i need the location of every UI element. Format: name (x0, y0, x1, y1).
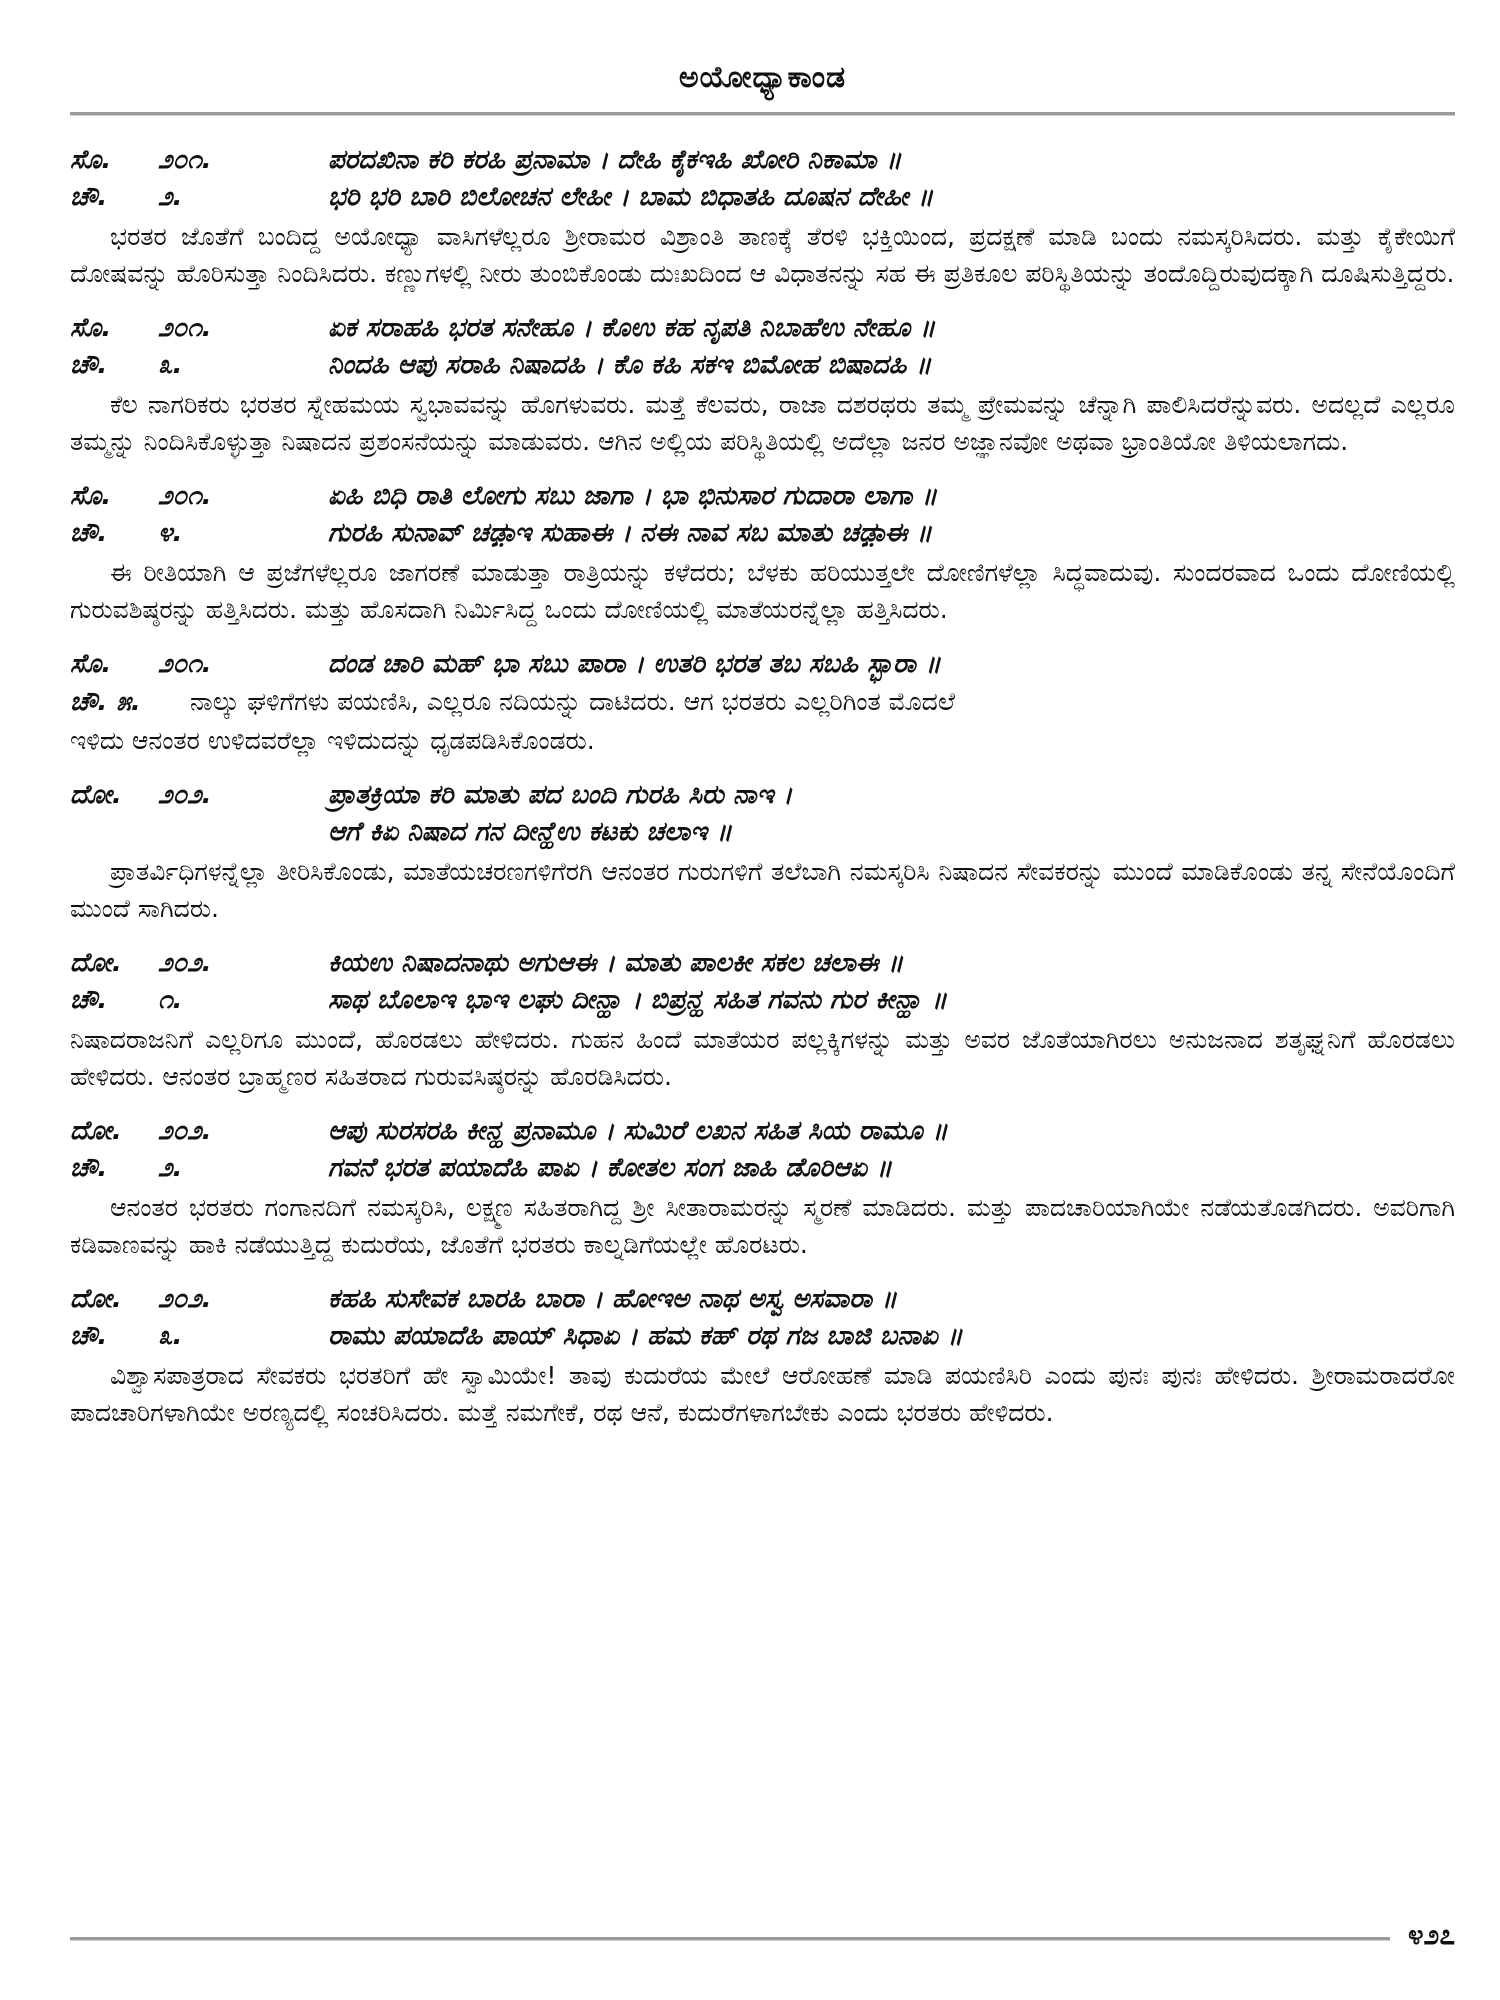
verse-line (70, 1281, 1455, 1318)
prose-paragraph: ಈ ರೀತಿಯಾಗಿ ಆ ಪ್ರಜೆಗಳೆಲ್ಲರೂ ಜಾಗರಣೆ ಮಾಡುತ್ತಾ ರಾತ್ರಿಯನ್ನು ಕಳೆದರು; ಬೆಳಕು ಹರಿಯುತ್ತಲೇ ದೋಣಿಗಳೆಲ್ಲಾ ಸಿದ್ಧವಾದುವು. ಸುಂದರವಾದ ಒಂದು ದೋಣಿಯಲ್ಲಿ ಗುರುವಶಿಷ್ಠರನ್ನು ಹತ್ತಿಸಿದರು. ಮತ್ತು ಹೊಸದಾಗಿ ನಿರ್ಮಿಸಿದ್ದ ಒಂದು ದೋಣಿಯಲ್ಲಿ ಮಾತೆಯರನ್ನೆಲ್ಲಾ ಹತ್ತಿಸಿದರು. (70, 558, 1455, 624)
verse-line (70, 1318, 1455, 1355)
verse-line (70, 310, 1455, 347)
verse-label: ಚೌ. ೫. (70, 687, 141, 717)
verse-text: ಏಹಿ ಬಿಧಿ ರಾತಿ ಲೋಗು ಸಬು ಜಾಗಾ । ಭಾ ಭಿನುಸಾರ ಗುದಾರಾ ಲಾಗಾ ॥ (328, 481, 938, 511)
verse-block (70, 478, 1455, 628)
prose-paragraph: ಆನಂತರ ಭರತರು ಗಂಗಾನದಿಗೆ ನಮಸ್ಕರಿಸಿ, ಲಕ್ಷ್ಮಣ ಸಹಿತರಾಗಿದ್ದ ಶ್ರೀ ಸೀತಾರಾಮರನ್ನು ಸ್ಮರಣೆ ಮಾಡಿದರು. ಮತ್ತು ಪಾದಚಾರಿಯಾಗಿಯೇ ನಡೆಯತೊಡಗಿದರು. ಅವರಿಗಾಗಿ ಕಡಿವಾಣವನ್ನು ಹಾಕಿ ನಡೆಯುತ್ತಿದ್ದ ಕುದುರೆಯ, ಜೊತೆಗೆ ಭರತರು ಕಾಲ್ನಡಿಗೆಯಲ್ಲೇ ಹೊರಟರು. (70, 1193, 1455, 1259)
verse-block (70, 646, 1455, 759)
verse-number: ೩. (158, 350, 183, 380)
page (70, 30, 1455, 1980)
verse-text: ಏಕ ಸರಾಹಹಿ ಭರತ ಸನೇಹೂ । ಕೊಉ ಕಹ ನೃಪತಿ ನಿಬಾಹೆಉ ನೇಹೂ ॥ (328, 313, 936, 343)
verse-line (70, 347, 1455, 384)
verse-text: ಪರದಖಿನಾ ಕರಿ ಕರಹಿ ಪ್ರನಾಮಾ । ದೇಹಿ ಕೈಕಇಹಿ ಖೋರಿ ನಿಕಾಮಾ ॥ (328, 145, 902, 175)
verse-label: ಚೌ. (70, 182, 108, 212)
verse-number: ೩. (158, 1321, 183, 1351)
prose-paragraph: ಕೆಲ ನಾಗರಿಕರು ಭರತರ ಸ್ನೇಹಮಯ ಸ್ವಭಾವವನ್ನು ಹೊಗಳುವರು. ಮತ್ತೆ ಕೆಲವರು, ರಾಜಾ ದಶರಥರು ತಮ್ಮ ಪ್ರೇಮವನ್ನು ಚೆನ್ನಾಗಿ ಪಾಲಿಸಿದರೆನ್ನುವರು. ಅದಲ್ಲದೆ ಎಲ್ಲರೂ ತಮ್ಮನ್ನು ನಿಂದಿಸಿಕೊಳ್ಳುತ್ತಾ ನಿಷಾದನ ಪ್ರಶಂಸನೆಯನ್ನು ಮಾಡುವರು. ಆಗಿನ ಅಲ್ಲಿಯ ಪರಿಸ್ಥಿತಿಯಲ್ಲಿ ಅದೆಲ್ಲಾ ಜನರ ಅಜ್ಞಾನವೋ ಅಥವಾ ಭ್ರಾಂತಿಯೋ ತಿಳಿಯಲಾಗದು. (70, 390, 1455, 456)
verse-line (70, 945, 1455, 982)
verse-number: ೨೦೨. (158, 780, 212, 810)
verse-text: ನಿಂದಹಿ ಆಪು ಸರಾಹಿ ನಿಷಾದಹಿ । ಕೊ ಕಹಿ ಸಕಇ ಬಿಮೋಹ ಬಿಷಾದಹಿ ॥ (328, 350, 932, 380)
verse-number: ೪. (158, 518, 183, 548)
verse-line (70, 179, 1455, 216)
verse-label: ದೋ. (70, 780, 122, 810)
verse-number: ೨೦೧. (158, 481, 212, 511)
verse-label: ಸೊ. (70, 481, 112, 511)
verse-line (70, 777, 1455, 814)
verse-line (70, 646, 1455, 683)
verse-number: ೨೦೨. (158, 948, 212, 978)
verse-label: ಚೌ. (70, 985, 108, 1015)
verse-text: ಸಾಥ ಬೊಲಾಇ ಭಾಇ ಲಘು ದೀನ್ಹಾ । ಬಿಪ್ರನ್ಹ ಸಹಿತ ಗವನು ಗುರ ಕೀನ್ಹಾ ॥ (328, 985, 947, 1015)
verse-label: ದೋ. (70, 948, 122, 978)
verse-line (70, 515, 1455, 552)
page-title: ಅಯೋಧ್ಯಾಕಾಂಡ (678, 60, 847, 95)
verse-label: ಚೌ. (70, 1153, 108, 1183)
verse-block (70, 945, 1455, 1095)
verse-label: ಸೊ. (70, 649, 112, 679)
verse-text: ಕಹಹಿ ಸುಸೇವಕ ಬಾರಹಿ ಬಾರಾ । ಹೋಇಅ ನಾಥ ಅಸ್ವ ಅಸವಾರಾ ॥ (328, 1284, 897, 1314)
prose-paragraph: ನಿಷಾದರಾಜನಿಗೆ ಎಲ್ಲರಿಗೂ ಮುಂದೆ, ಹೊರಡಲು ಹೇಳಿದರು. ಗುಹನ ಹಿಂದೆ ಮಾತೆಯರ ಪಲ್ಲಕ್ಕಿಗಳನ್ನು ಮತ್ತು ಅವರ ಜೊತೆಯಾಗಿರಲು ಅನುಜನಾದ ಶತೃಘ್ನನಿಗೆ ಹೊರಡಲು ಹೇಳಿದರು. ಆನಂತರ ಬ್ರಾಹ್ಮಣರ ಸಹಿತರಾದ ಗುರುವಸಿಷ್ಠರನ್ನು ಹೊರಡಿಸಿದರು. (70, 1025, 1455, 1091)
verse-label: ಚೌ. (70, 1321, 108, 1351)
verse-block (70, 1113, 1455, 1263)
verse-line (70, 478, 1455, 515)
inline-verse-line (70, 683, 1455, 720)
header-rule (70, 112, 1455, 116)
prose-paragraph: ಇಳಿದು ಆನಂತರ ಉಳಿದವರೆಲ್ಲಾ ಇಳಿದುದನ್ನು ಧೃಡಪಡಿಸಿಕೊಂಡರು. (70, 726, 595, 755)
verse-block (70, 1281, 1455, 1431)
verse-number: ೧. (158, 985, 183, 1015)
verse-number: ೨೦೧. (158, 145, 212, 175)
verse-text: ಆಗೆ ಕಿಏ ನಿಷಾದ ಗನ ದೀನ್ಹೆಉ ಕಟಕು ಚಲಾಇ ॥ (328, 817, 732, 847)
verse-text: ಗವನೆ ಭರತ ಪಯಾದೆಹಿ ಪಾಏ । ಕೋತಲ ಸಂಗ ಜಾಹಿ ಡೊರಿಆಏ ॥ (328, 1153, 892, 1183)
verse-block (70, 310, 1455, 460)
verse-label: ದೋ. (70, 1116, 122, 1146)
verse-text: ಭರಿ ಭರಿ ಬಾರಿ ಬಿಲೋಚನ ಲೇಹೀ । ಬಾಮ ಬಿಧಾತಹಿ ದೂಷನ ದೇಹೀ ॥ (328, 182, 934, 212)
verse-label: ಸೊ. (70, 313, 112, 343)
prose-paragraph: ಪ್ರಾತರ್ವಿಧಿಗಳನ್ನೆಲ್ಲಾ ತೀರಿಸಿಕೊಂಡು, ಮಾತೆಯಚರಣಗಳಿಗೆರಗಿ ಆನಂತರ ಗುರುಗಳಿಗೆ ತಲೆಬಾಗಿ ನಮಸ್ಕರಿಸಿ ನಿಷಾದನ ಸೇವಕರನ್ನು ಮುಂದೆ ಮಾಡಿಕೊಂಡು ತನ್ನ ಸೇನೆಯೊಂದಿಗೆ ಮುಂದೆ ಸಾಗಿದರು. (70, 857, 1455, 923)
verse-text: ಗುರಹಿ ಸುನಾವ್ ಚಢ಼ಾಇ ಸುಹಾಈ । ನಈ ನಾವ ಸಬ ಮಾತು ಚಢ಼ಾಈ ॥ (328, 518, 933, 548)
verse-block (70, 777, 1455, 927)
prose-paragraph: ಭರತರ ಜೊತೆಗೆ ಬಂದಿದ್ದ ಅಯೋಧ್ಯಾ ವಾಸಿಗಳೆಲ್ಲರೂ ಶ್ರೀರಾಮರ ವಿಶ್ರಾಂತಿ ತಾಣಕ್ಕೆ ತೆರಳಿ ಭಕ್ತಿಯಿಂದ, ಪ್ರದಕ್ಷಣೆ ಮಾಡಿ ಬಂದು ನಮಸ್ಕರಿಸಿದರು. ಮತ್ತು ಕೈಕೇಯಿಗೆ ದೋಷವನ್ನು ಹೊರಿಸುತ್ತಾ ನಿಂದಿಸಿದರು. ಕಣ್ಣುಗಳಲ್ಲಿ ನೀರು ತುಂಬಿಕೊಂಡು ದುಃಖದಿಂದ ಆ ವಿಧಾತನನ್ನು ಸಹ ಈ ಪ್ರತಿಕೂಲ ಪರಿಸ್ಥಿತಿಯನ್ನು ತಂದೊದ್ದಿರುವುದಕ್ಕಾಗಿ ದೂಷಿಸುತ್ತಿದ್ದರು. (70, 222, 1455, 288)
verse-text: ದಂಡ ಚಾರಿ ಮಹ್ ಭಾ ಸಬು ಪಾರಾ । ಉತರಿ ಭರತ ತಬ ಸಬಹಿ ಸ್ಭಾರಾ ॥ (328, 649, 941, 679)
verse-number: ೨. (158, 1153, 183, 1183)
verse-label: ಚೌ. (70, 518, 108, 548)
verse-label: ಚೌ. (70, 350, 108, 380)
footer-rule (70, 1937, 1390, 1941)
prose-paragraph: ವಿಶ್ವಾಸಪಾತ್ರರಾದ ಸೇವಕರು ಭರತರಿಗೆ ಹೇ ಸ್ವಾಮಿಯೇ! ತಾವು ಕುದುರೆಯ ಮೇಲೆ ಆರೋಹಣೆ ಮಾಡಿ ಪಯಣಿಸಿರಿ ಎಂದು ಪುನಃ ಪುನಃ ಹೇಳಿದರು. ಶ್ರೀರಾಮರಾದರೋ ಪಾದಚಾರಿಗಳಾಗಿಯೇ ಅರಣ್ಯದಲ್ಲಿ ಸಂಚರಿಸಿದರು. ಮತ್ತೆ ನಮಗೇಕೆ, ರಥ ಆನೆ, ಕುದುರೆಗಳಾಗಬೇಕು ಎಂದು ಭರತರು ಹೇಳಿದರು. (70, 1361, 1455, 1427)
verse-number: ೨೦೧. (158, 313, 212, 343)
verse-block (70, 142, 1455, 292)
verse-label: ಸೊ. (70, 145, 112, 175)
verse-text: ಆಪು ಸುರಸರಹಿ ಕೀನ್ಹ ಪ್ರನಾಮೂ । ಸುಮಿರೆ ಲಖನ ಸಹಿತ ಸಿಯ ರಾಮೂ ॥ (328, 1116, 948, 1146)
verse-line (70, 814, 1455, 851)
verse-line (70, 1113, 1455, 1150)
verse-line (70, 1150, 1455, 1187)
page-number: ೪೨೭ (1407, 1918, 1455, 1951)
verse-prose-text: ನಾಲ್ಕು ಘಳಿಗೆಗಳು ಪಯಣಿಸಿ, ಎಲ್ಲರೂ ನದಿಯನ್ನು ದಾಟಿದರು. ಆಗ ಭರತರು ಎಲ್ಲರಿಗಿಂತ ಮೊದಲೆ (190, 687, 956, 716)
verse-number: ೨. (158, 182, 183, 212)
verse-text: ರಾಮು ಪಯಾದೆಹಿ ಪಾಯ್ ಸಿಧಾಏ । ಹಮ ಕಹ್ ರಥ ಗಜ ಬಾಜಿ ಬನಾಏ ॥ (328, 1321, 963, 1351)
verse-number: ೨೦೨. (158, 1284, 212, 1314)
verse-line (70, 982, 1455, 1019)
verse-text: ಕಿಯಉ ನಿಷಾದನಾಥು ಅಗುಆಈ । ಮಾತು ಪಾಲಕೀ ಸಕಲ ಚಲಾಈ ॥ (328, 948, 904, 978)
verse-number: ೨೦೧. (158, 649, 212, 679)
verse-number: ೨೦೨. (158, 1116, 212, 1146)
verse-label: ದೋ. (70, 1284, 122, 1314)
verse-text: ಪ್ರಾತಕ್ರಿಯಾ ಕರಿ ಮಾತು ಪದ ಬಂದಿ ಗುರಹಿ ಸಿರು ನಾಇ । (328, 780, 793, 810)
verse-line (70, 142, 1455, 179)
content (70, 142, 1455, 1449)
